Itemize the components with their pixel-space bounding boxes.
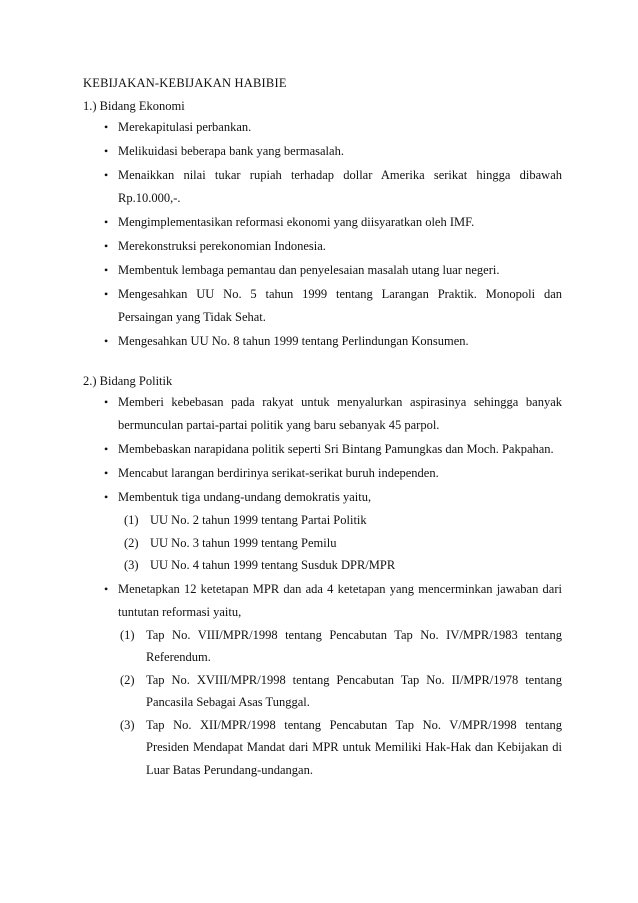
item-text: UU No. 3 tahun 1999 tentang Pemilu (150, 535, 337, 550)
uu-item (124, 509, 562, 532)
list-item: • Merekapitulasi perbankan. (118, 116, 562, 139)
item-number: (3) (124, 558, 139, 572)
tap-item (120, 624, 562, 669)
list-item-text: Membentuk tiga undang-undang demokratis yaitu, (118, 490, 372, 504)
list-item: • Memberi kebebasan pada rakyat untuk menyalurkan aspirasinya sehingga banyak bermunculan partai-partai politik yang baru sebanyak 45 parpol. (118, 391, 562, 437)
document-title: KEBIJAKAN-KEBIJAKAN HABIBIE (83, 76, 287, 90)
list-item: • Melikuidasi beberapa bank yang bermasalah. (118, 140, 562, 163)
section-heading-ekonomi: 1.) Bidang Ekonomi (83, 99, 185, 113)
list-item (118, 486, 562, 577)
item-number: (2) (124, 535, 139, 550)
item-text: UU No. 4 tahun 1999 tentang Susduk DPR/MPR (150, 558, 396, 572)
ekonomi-list (118, 116, 562, 354)
item-number: (3) (120, 717, 135, 732)
item-text: Tap No. XVIII/MPR/1998 tentang Pencabutan Tap No. II/MPR/1978 tentang Pancasila Sebagai Asas Tunggal. (146, 672, 562, 709)
item-number: (1) (120, 627, 135, 642)
tap-item (120, 714, 562, 782)
politik-list (118, 391, 562, 782)
list-item: • Membentuk lembaga pemantau dan penyelesaian masalah utang luar negeri. (118, 259, 562, 282)
list-item: • Menaikkan nilai tukar rupiah terhadap dollar Amerika serikat hingga dibawah Rp.10.000,-. (118, 164, 562, 210)
list-item-text: Menetapkan 12 ketetapan MPR dan ada 4 ketetapan yang mencerminkan jawaban dari tuntutan reformasi yaitu, (118, 581, 562, 619)
item-number: (2) (120, 672, 135, 687)
item-text: UU No. 2 tahun 1999 tentang Partai Politik (150, 513, 367, 527)
list-item (118, 578, 562, 782)
uu-item (124, 554, 562, 577)
list-item: • Mengesahkan UU No. 5 tahun 1999 tentang Larangan Praktik. Monopoli dan Persaingan yang Tidak Sehat. (118, 283, 562, 329)
tap-list (120, 624, 562, 782)
item-text: Tap No. XII/MPR/1998 tentang Pencabutan Tap No. V/MPR/1998 tentang Presiden Mendapat Mandat dari MPR untuk Memiliki Hak-Hak dan Kebijakan di Luar Batas Perundang-undangan. (146, 717, 562, 777)
tap-item (120, 669, 562, 714)
list-item: • Merekonstruksi perekonomian Indonesia. (118, 235, 562, 258)
list-item: • Membebaskan narapidana politik seperti Sri Bintang Pamungkas dan Moch. Pakpahan. (118, 438, 562, 461)
item-number: (1) (124, 513, 139, 527)
list-item: • Mencabut larangan berdirinya serikat-serikat buruh independen. (118, 462, 562, 485)
uu-list (124, 509, 562, 577)
uu-item (124, 532, 562, 555)
section-heading-politik: 2.) Bidang Politik (83, 374, 173, 388)
list-item: • Mengesahkan UU No. 8 tahun 1999 tentang Perlindungan Konsumen. (118, 330, 562, 353)
item-text: Tap No. VIII/MPR/1998 tentang Pencabutan Tap No. IV/MPR/1983 tentang Referendum. (146, 627, 562, 664)
list-item: • Mengimplementasikan reformasi ekonomi yang diisyaratkan oleh IMF. (118, 211, 562, 234)
